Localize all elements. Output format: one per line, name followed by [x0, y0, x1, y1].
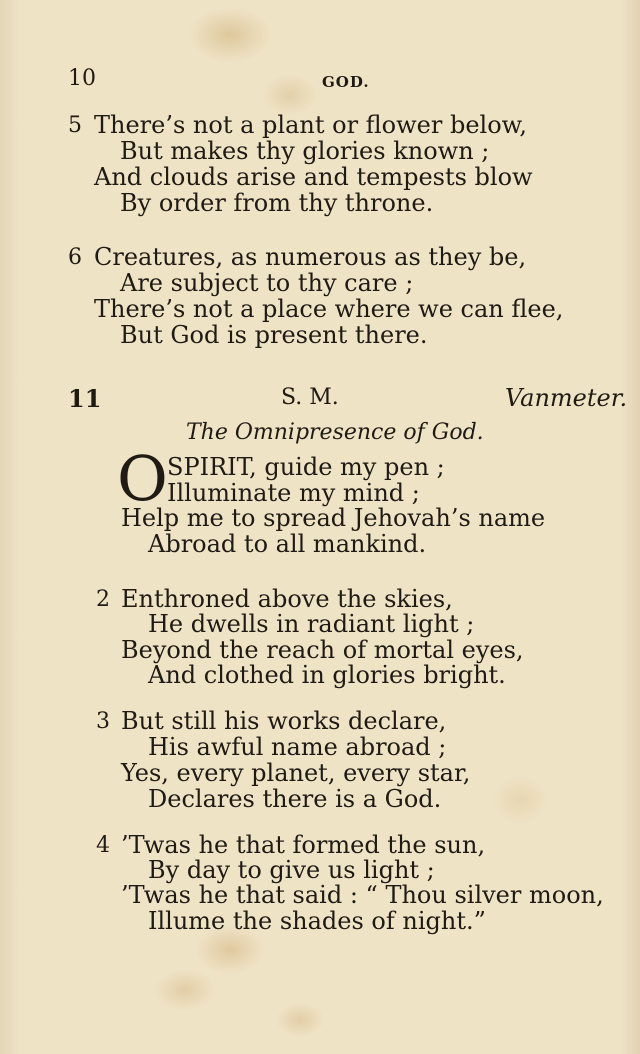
verse-line: Help me to spread Jehovah’s name: [121, 504, 546, 532]
verse-line: By order from thy throne.: [120, 189, 434, 217]
stanza-number: 4: [96, 833, 110, 858]
verse-line: He dwells in radiant light ;: [148, 610, 475, 638]
verse-line: But makes thy glories known ;: [120, 137, 490, 165]
verse-line: Are subject to thy care ;: [120, 269, 414, 297]
verse-line: Yes, every planet, every star,: [121, 759, 471, 787]
verse-line: Declares there is a God.: [148, 785, 442, 813]
verse-line: His awful name abroad ;: [148, 733, 447, 761]
verse-line: Illuminate my mind ;: [167, 479, 420, 507]
verse-line: ’Twas he that formed the sun,: [121, 831, 486, 859]
verse-line: Illume the shades of night.”: [148, 907, 486, 935]
verse-line: But God is present there.: [120, 321, 428, 349]
drop-cap: O: [117, 442, 168, 515]
verse-line: SPIRIT, guide my pen ;: [167, 453, 445, 481]
hymn-title: The Omnipresence of God.: [186, 420, 484, 445]
hymn-number: 11: [68, 384, 102, 413]
verse-line: ’Twas he that said : “ Thou silver moon,: [121, 881, 604, 909]
page-number: 10: [68, 66, 96, 91]
stanza-number: 3: [96, 709, 110, 734]
tune-name: Vanmeter.: [505, 384, 628, 412]
running-title: GOD.: [322, 73, 370, 91]
stanza-number: 2: [96, 587, 110, 612]
verse-line: Creatures, as numerous as they be,: [94, 243, 527, 271]
verse-line: There’s not a plant or flower below,: [94, 111, 527, 139]
verse-line: But still his works declare,: [121, 707, 447, 735]
verse-line: Beyond the reach of mortal eyes,: [121, 636, 524, 664]
verse-line: There’s not a place where we can flee,: [94, 295, 564, 323]
verse-line: Enthroned above the skies,: [121, 585, 453, 613]
verse-line: And clouds arise and tempests blow: [94, 163, 533, 191]
verse-line: Abroad to all mankind.: [148, 530, 427, 558]
verse-line: By day to give us light ;: [148, 856, 435, 884]
stanza-number: 5: [68, 113, 82, 138]
verse-line: And clothed in glories bright.: [148, 661, 506, 689]
hymn-meter: S. M.: [281, 385, 339, 410]
stanza-number: 6: [68, 245, 82, 270]
